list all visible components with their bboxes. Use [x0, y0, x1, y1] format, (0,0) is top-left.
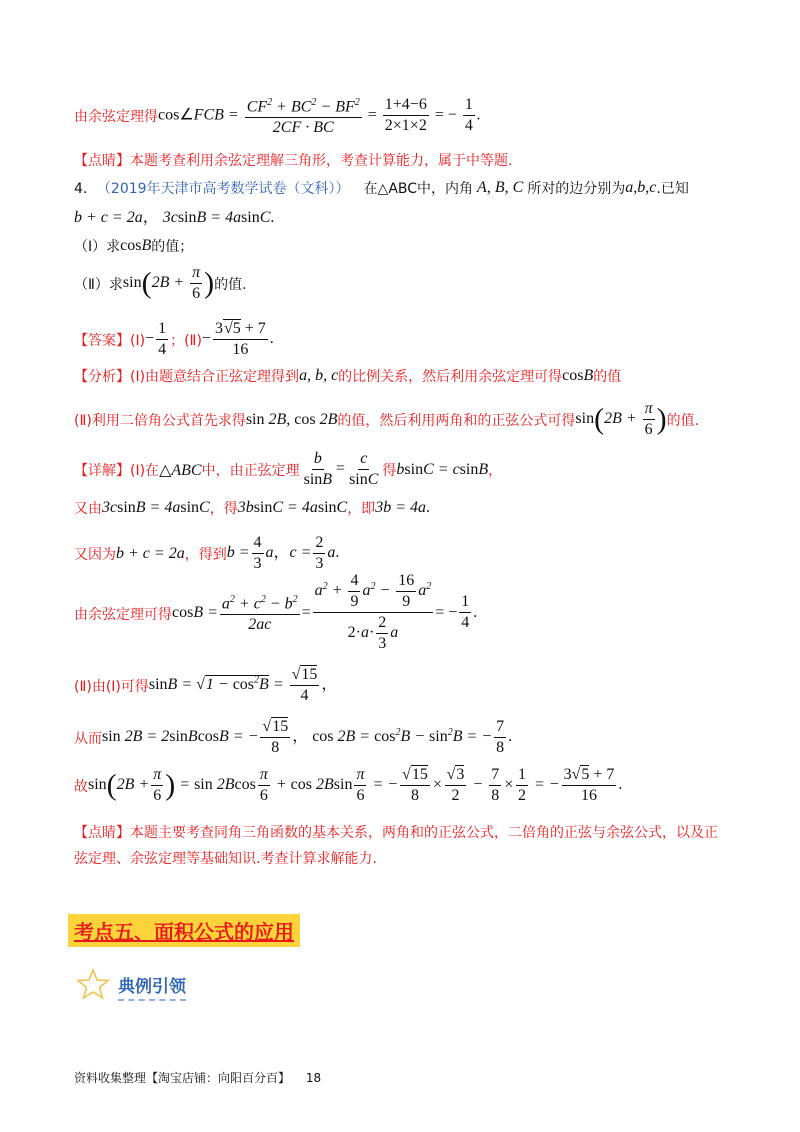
q4-sides: a,b,c: [625, 179, 657, 196]
footer-text: 资料收集整理【淘宝店铺：向阳百分百】: [74, 1071, 291, 1085]
star-icon: [76, 968, 110, 1000]
dianjing-2-line2: 弦定理、余弦定理等基础知识.考查计算求解能力.: [74, 851, 377, 867]
q4-number: 4．: [74, 181, 97, 197]
q4-text2: 所对的边分别为: [527, 181, 626, 197]
cos-b-formula: cosB = $\frac{a^2 + c^2 - b^2}{2ac}$ = $a^2$ + $\frac{4}{9}$ $a^2$ − $\frac{16}{9}$ $a^2$ 2·a· $\frac{2}{3}$ a = − $\frac{1}{4}$ .: [172, 572, 478, 652]
part2-line2: 从而 sin 2B = 2sinBcosB = − $\frac{√15}{8}$ ， $\cos 2B = \cos^2B - \sin^2B$ = − $\frac{7}{8}$ .: [74, 718, 513, 756]
section-heading: 考点五、面积公式的应用: [68, 914, 300, 947]
q4-angles: A, B, C: [477, 179, 524, 196]
answer-line: 【答案】(Ⅰ) − $\frac{1}{4}$ ；(Ⅱ) − $\frac{3√5 + 7}{16}$ .: [74, 320, 274, 358]
answer-label: 【答案】(Ⅰ): [74, 332, 146, 349]
q4-text1: 在△ABC中，内角: [363, 181, 474, 197]
detail-line3: 又因为 b + c = 2a ，得到 b = $\frac{4}{3}$ a，c = $\frac{2}{3}$ a.: [74, 534, 340, 572]
footer: [74, 1069, 321, 1086]
cosine-label: 由余弦定理可得: [74, 607, 172, 623]
detail-line2: 又由 3csinB = 4asinC ，得 3bsinC = 4asinC ，即 3b = 4a.: [74, 499, 430, 517]
subheading: 典例引领: [118, 972, 186, 1001]
cos-fcb-formula: cos∠FCB = $\frac{CF^2 + BC^2 - BF^2}{2CF \cdot BC}$ = $\frac{1+4-6}{2\times 1\times 2}$ = − $\frac{1}{4}$ .: [158, 94, 481, 137]
page-number: 18: [305, 1071, 322, 1085]
question-4-line1: [74, 178, 689, 198]
analysis-line1: 【分析】(Ⅰ)由题意结合正弦定理得到 a, b, c 的比例关系，然后利用余弦定理可得 cosB 的值: [74, 367, 622, 385]
q4-text3: .已知: [656, 181, 689, 197]
q4-source: （2019年天津市高考数学试卷（文科））: [96, 181, 350, 197]
analysis-line2: (Ⅱ)利用二倍角公式首先求得 sin 2B, cos 2B 的值，然后利用两角和的正弦公式可得 sin(2B + $\frac{\pi}{6}$ ) 的值.: [74, 400, 700, 438]
q4-part1: （Ⅰ）求 cosB 的值；: [74, 237, 194, 255]
cos-fcb-line: [74, 94, 481, 137]
part2-line3: 故 sin(2B + $\frac{\pi}{6}$ ) = sin 2Bcos $\frac{\pi}{6}$ + cos 2Bsin $\frac{\pi}{6}$ = − $\frac{√15}{8}$ × $\frac{√3}{2}$ − $\frac{7}{8}$ × $\frac{1}{2}$ = − $\frac{3√5 + 7}{16}$ .: [74, 766, 623, 804]
part2-line1: (Ⅱ)由(Ⅰ)可得 $\sin B = √1 - \cos^2B$ = $\frac{√15}{4}$ ，: [74, 666, 338, 704]
dianjing-1: 【点睛】本题考查利用余弦定理解三角形，考查计算能力，属于中等题.: [74, 153, 513, 169]
q4-part2: （Ⅱ）求 sin(2B + $\frac{\pi}{6}$ ) 的值.: [74, 264, 247, 302]
detail-line1: 【详解】(Ⅰ)在 △ABC 中，由正弦定理 $\frac{b}{\sin B}$ = $\frac{c}{\sin C}$ 得 bsinC = csinB ，: [74, 450, 503, 488]
q4-conditions: b + c = 2a， 3csinB = 4asinC.: [74, 209, 275, 226]
dianjing-2-line1: 【点睛】本题主要考查同角三角函数的基本关系，两角和的正弦公式，二倍角的正弦与余弦公式，以及正: [74, 825, 718, 841]
cos-fcb-prefix: 由余弦定理得: [74, 108, 158, 125]
